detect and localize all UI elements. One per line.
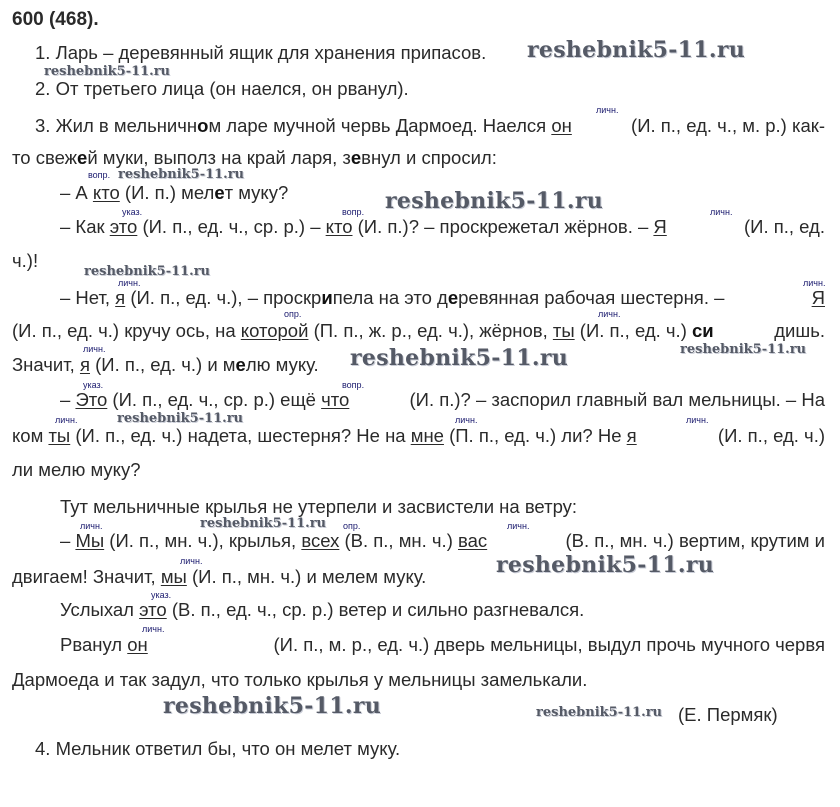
note-lichn: личн. xyxy=(803,278,826,288)
note-lichn: личн. xyxy=(83,344,106,354)
text-line: ли мелю муку? xyxy=(12,459,141,480)
dialogue-line: – Как это (И. п., ед. ч., ср. р.) – кто (И. п.)? – проскрежетал жёрнов. – Я (И. п., ед. xyxy=(60,216,825,237)
watermark: reshebnik5-11.ru xyxy=(118,167,245,182)
exercise-title: 600 (468). xyxy=(12,9,99,30)
watermark: reshebnik5-11.ru xyxy=(496,552,715,578)
note-ukaz: указ. xyxy=(151,590,172,600)
text-line: Рванул он (И. п., м. р., ед. ч.) дверь мельницы, выдул прочь мучного червя xyxy=(60,634,825,655)
watermark: reshebnik5-11.ru xyxy=(385,188,604,214)
note-ukaz: указ. xyxy=(122,207,143,217)
watermark: reshebnik5-11.ru xyxy=(350,345,569,371)
note-lichn: личн. xyxy=(507,521,530,531)
note-vopr: вопр. xyxy=(342,380,365,390)
note-lichn: личн. xyxy=(55,415,78,425)
dialogue-line: – Нет, я (И. п., ед. ч.), – проскрипела на это деревянная рабочая шестерня. – Я xyxy=(60,287,825,308)
dialogue-line: – Это (И. п., ед. ч., ср. р.) ещё что (И. п.)? – заспорил главный вал мельницы. – На xyxy=(60,389,825,410)
note-lichn: личн. xyxy=(686,415,709,425)
watermark: reshebnik5-11.ru xyxy=(117,411,244,426)
dialogue-line: – Мы (И. п., мн. ч.), крылья, всех (В. п., мн. ч.) вас (В. п., мн. ч.) вертим, крутим и xyxy=(60,530,825,551)
answer-1: 1. Ларь – деревянный ящик для хранения припасов. xyxy=(35,42,487,63)
answer-4: 4. Мельник ответил бы, что он мелет муку. xyxy=(35,738,401,759)
text-line: двигаем! Значит, мы (И. п., мн. ч.) и мелем муку. xyxy=(12,566,427,587)
watermark: reshebnik5-11.ru xyxy=(84,264,211,279)
watermark: reshebnik5-11.ru xyxy=(536,705,663,720)
note-lichn: личн. xyxy=(180,556,203,566)
answer-2: 2. От третьего лица (он наелся, он рванул). xyxy=(35,78,409,99)
text-line: Значит, я (И. п., ед. ч.) и мелю муку. xyxy=(12,354,319,375)
note-opr: опр. xyxy=(343,521,361,531)
note-lichn: личн. xyxy=(455,415,478,425)
note-opr: опр. xyxy=(284,309,302,319)
text-line: то свежей муки, выполз на край ларя, зевнул и спросил: xyxy=(12,147,497,168)
watermark: reshebnik5-11.ru xyxy=(44,64,171,79)
note-lichn: личн. xyxy=(142,624,165,634)
author-attribution: (Е. Пермяк) xyxy=(678,704,778,725)
text-line: ч.)! xyxy=(12,250,39,271)
dialogue-line: – А кто (И. п.) мелет муку? xyxy=(60,182,289,203)
note-lichn: личн. xyxy=(596,105,619,115)
note-lichn: личн. xyxy=(710,207,733,217)
answer-3-line: 3. Жил в мельничном ларе мучной червь Дармоед. Наелся он (И. п., ед. ч., м. р.) как- xyxy=(35,115,825,136)
text-line: Услыхал это (В. п., ед. ч., ср. р.) ветер и сильно разгневался. xyxy=(60,599,585,620)
note-lichn: личн. xyxy=(80,521,103,531)
watermark: reshebnik5-11.ru xyxy=(680,342,807,357)
note-vopr: вопр. xyxy=(342,207,365,217)
watermark: reshebnik5-11.ru xyxy=(527,37,746,63)
text-line: (И. п., ед. ч.) кручу ось, на которой (П. п., ж. р., ед. ч.), жёрнов, ты (И. п., ед. ч.) си дишь. xyxy=(12,320,825,341)
watermark: reshebnik5-11.ru xyxy=(163,693,382,719)
note-lichn: личн. xyxy=(598,309,621,319)
note-ukaz: указ. xyxy=(83,380,104,390)
watermark: reshebnik5-11.ru xyxy=(200,516,327,531)
text-line: Тут мельничные крылья не утерпели и засвистели на ветру: xyxy=(60,496,578,517)
text-line: Дармоеда и так задул, что только крылья у мельницы замелькали. xyxy=(12,669,588,690)
note-lichn: личн. xyxy=(118,278,141,288)
note-vopr: вопр. xyxy=(88,170,111,180)
text-line: ком ты (И. п., ед. ч.) надета, шестерня? Не на мне (П. п., ед. ч.) ли? Не я (И. п., ед. ч.) xyxy=(12,425,825,446)
